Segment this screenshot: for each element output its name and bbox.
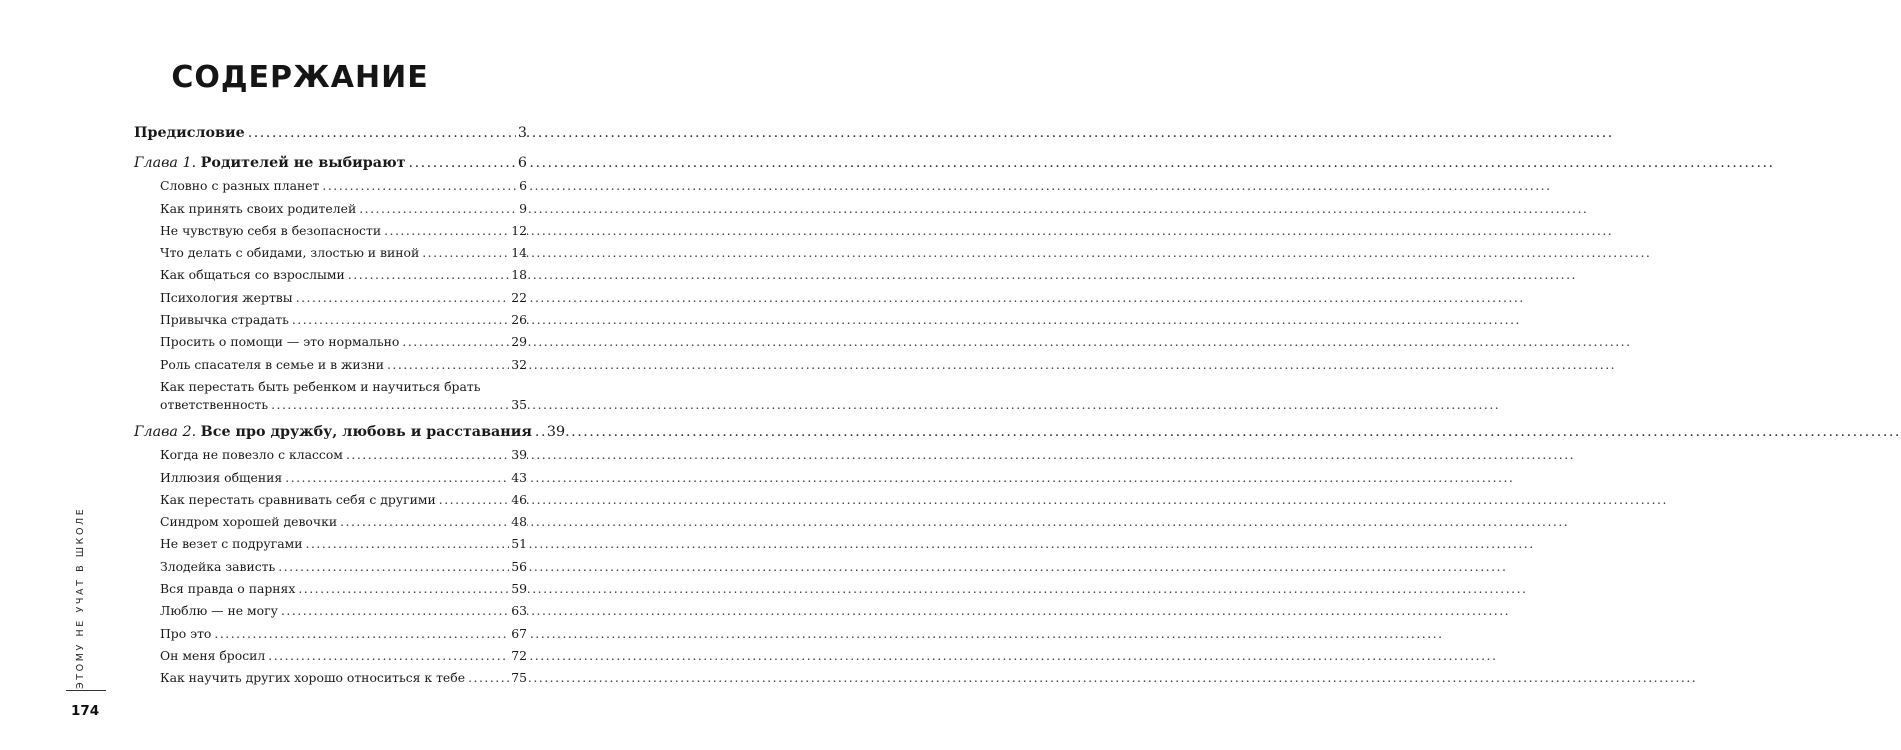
- toc-entry-title: Роль спасателя в семье и в жизни: [160, 355, 387, 375]
- toc-entry[interactable]: [134, 265, 527, 285]
- page-title: СОДЕРЖАНИЕ: [171, 60, 429, 95]
- toc-entry-page: 6: [517, 176, 527, 196]
- toc-entry[interactable]: [134, 221, 527, 241]
- toc-entry[interactable]: [134, 468, 527, 488]
- leader-dots: [322, 176, 517, 196]
- leader-dots: [346, 445, 509, 465]
- toc-entry[interactable]: [134, 445, 527, 465]
- toc-entry-page: 51: [509, 534, 527, 554]
- leader-dots: [298, 579, 509, 599]
- toc-entry-page: 72: [509, 646, 527, 666]
- toc-entry-title: Вся правда о парнях: [160, 579, 298, 599]
- leader-dots: [285, 468, 509, 488]
- leader-dots: [281, 601, 509, 621]
- toc-entry[interactable]: [134, 512, 527, 532]
- toc-chapter-2[interactable]: [134, 421, 566, 443]
- toc-entry-page: 12: [509, 221, 527, 241]
- toc-entry-title: Как перестать сравнивать себя с другими: [160, 490, 439, 510]
- toc-entry-title: Как принять своих родителей: [160, 199, 359, 219]
- leader-dots: [271, 395, 509, 415]
- leader-dots: [306, 534, 510, 554]
- toc-entry-title: Не чувствую себя в безопасности: [160, 221, 384, 241]
- toc-entry-page: 75: [509, 668, 527, 688]
- chapter-page: 39: [545, 421, 565, 443]
- footer-rule: [66, 690, 106, 691]
- leader-dots: [268, 646, 509, 666]
- toc-entry[interactable]: [134, 288, 527, 308]
- table-of-contents: [134, 116, 566, 688]
- leader-dots: [348, 265, 509, 285]
- leader-dots: [422, 243, 509, 263]
- toc-entry[interactable]: [134, 646, 527, 666]
- toc-entry[interactable]: [134, 579, 527, 599]
- toc-entry-title: Когда не повезло с классом: [160, 445, 346, 465]
- leader-dots: [409, 152, 516, 174]
- chapter-title: Все про дружбу, любовь и расставания: [200, 423, 532, 440]
- toc-entry-title: Злодейка зависть: [160, 557, 278, 577]
- toc-entry[interactable]: [134, 243, 527, 263]
- toc-entry-page: 67: [509, 624, 527, 644]
- toc-entry-title: Просить о помощи — это нормально: [160, 332, 402, 352]
- toc-entry-title: Что делать с обидами, злостью и виной: [160, 243, 422, 263]
- toc-entry-page: 59: [509, 579, 527, 599]
- toc-entry[interactable]: [134, 355, 527, 375]
- toc-entry[interactable]: [134, 557, 527, 577]
- leader-dots: [384, 221, 509, 241]
- toc-entry-title: Как научить других хорошо относиться к тебе: [160, 668, 468, 688]
- toc-entry[interactable]: [134, 332, 527, 352]
- toc-entry-page: 43: [509, 468, 527, 488]
- toc-entry-title: Привычка страдать: [160, 310, 292, 330]
- toc-entry-title: Как перестать быть ребенком и научиться брать: [160, 377, 483, 397]
- toc-entry[interactable]: [134, 624, 527, 644]
- toc-entry-title: Люблю — не могу: [160, 601, 281, 621]
- leader-dots: [296, 288, 510, 308]
- leader-dots: [439, 490, 509, 510]
- page-number: 174: [71, 703, 100, 719]
- leader-dots: [292, 310, 509, 330]
- toc-entry-page: 48: [509, 512, 527, 532]
- toc-entry-title: Словно с разных планет: [160, 176, 322, 196]
- toc-entry-page: 26: [509, 310, 527, 330]
- toc-entry-page: 9: [517, 199, 527, 219]
- toc-entry-page: 63: [509, 601, 527, 621]
- toc-entry-title: Синдром хорошей девочки: [160, 512, 340, 532]
- toc-entry-title: Про это: [160, 624, 214, 644]
- toc-entry[interactable]: [134, 176, 527, 196]
- toc-entry-title: ответственность: [160, 395, 271, 415]
- toc-entry-line2[interactable]: [134, 395, 527, 415]
- toc-entry-title: Не везет с подругами: [160, 534, 306, 554]
- toc-entry[interactable]: [134, 199, 527, 219]
- toc-entry[interactable]: [134, 490, 527, 510]
- toc-entry-page: 46: [509, 490, 527, 510]
- toc-entry-preface[interactable]: [134, 122, 527, 144]
- toc-entry-title: Как общаться со взрослыми: [160, 265, 348, 285]
- toc-entry-title: Предисловие: [134, 122, 248, 144]
- chapter-page: 6: [516, 152, 527, 174]
- leader-dots: [535, 421, 545, 443]
- toc-entry-page: 3: [516, 122, 527, 144]
- leader-dots: [214, 624, 509, 644]
- toc-entry-page: 35: [509, 395, 527, 415]
- toc-entry[interactable]: [134, 601, 527, 621]
- leader-dots: [387, 355, 509, 375]
- toc-entry-page: 39: [509, 445, 527, 465]
- toc-entry-page: 56: [509, 557, 527, 577]
- leader-dots: [278, 557, 509, 577]
- toc-entry-title: Иллюзия общения: [160, 468, 285, 488]
- toc-entry[interactable]: [134, 310, 527, 330]
- leader-dots: [468, 668, 509, 688]
- toc-entry-page: 29: [509, 332, 527, 352]
- leader-dots: [359, 199, 517, 219]
- toc-entry[interactable]: [134, 668, 527, 688]
- chapter-label: Глава 2.: [134, 423, 197, 440]
- leader-dots: [402, 332, 509, 352]
- toc-entry-page: 22: [509, 288, 527, 308]
- leader-dots: [248, 122, 516, 144]
- toc-entry-page: 32: [509, 355, 527, 375]
- toc-entry-title: Психология жертвы: [160, 288, 296, 308]
- running-head: ЭТОМУ НЕ УЧАТ В ШКОЛЕ: [75, 506, 86, 689]
- toc-entry[interactable]: [134, 534, 527, 554]
- chapter-label: Глава 1.: [134, 155, 197, 171]
- toc-entry-page: 18: [509, 265, 527, 285]
- toc-chapter-1[interactable]: [134, 152, 527, 174]
- chapter-title: Родителей не выбирают: [200, 155, 406, 171]
- toc-entry-page: 14: [509, 243, 527, 263]
- toc-entry-line1[interactable]: [134, 377, 527, 397]
- leader-dots: [340, 512, 509, 532]
- toc-entry-title: Он меня бросил: [160, 646, 268, 666]
